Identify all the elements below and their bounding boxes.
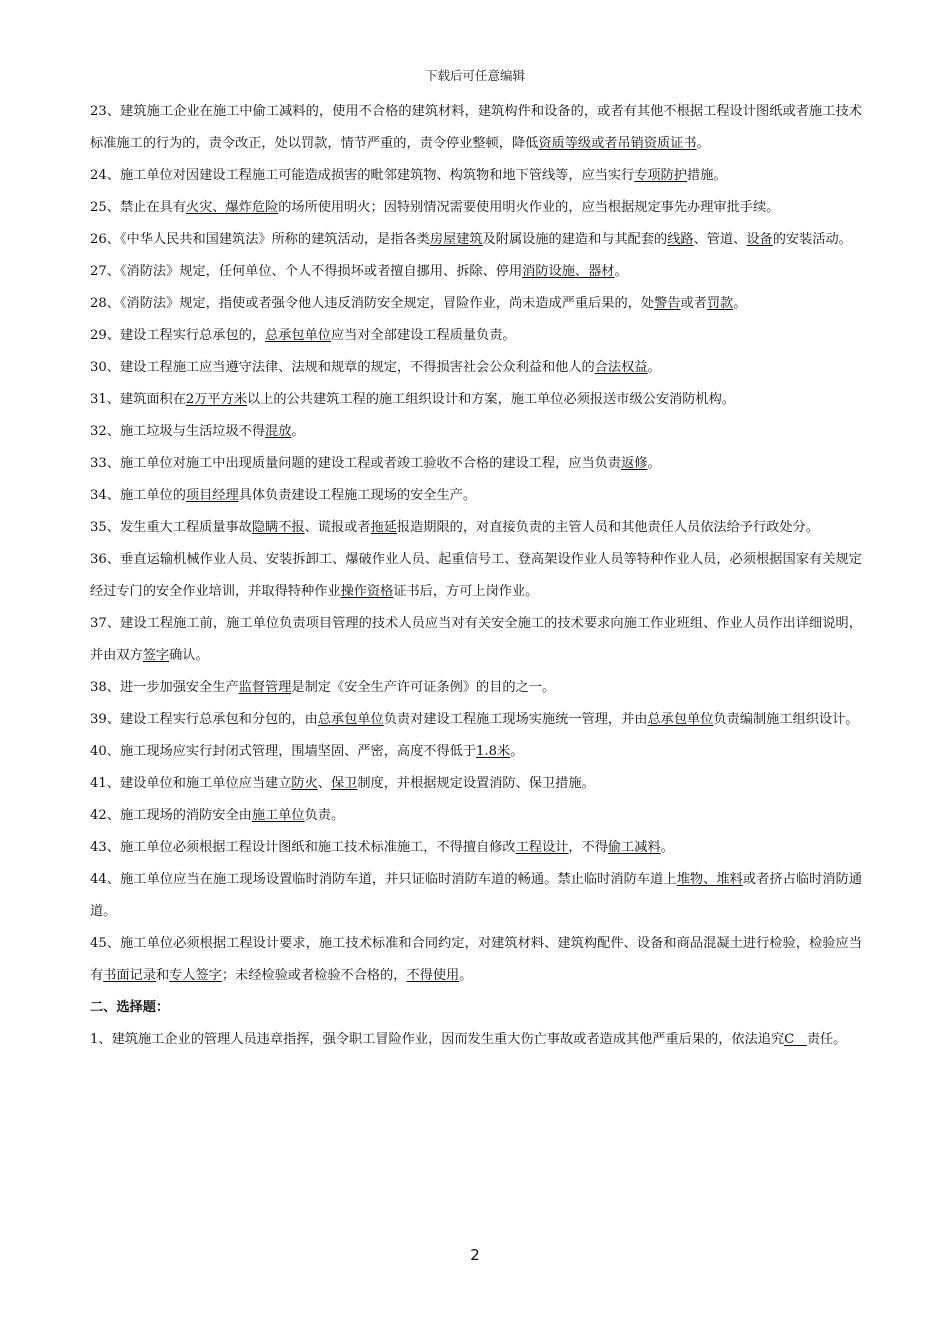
paragraph-text: 或者挤占临时消防通道。 <box>90 872 863 919</box>
paragraph <box>90 192 862 224</box>
answer-text: 警告 <box>654 296 681 311</box>
paragraph-text: 42、施工现场的消防安全由 <box>90 808 252 823</box>
answer-text: 总承包单位 <box>647 712 714 727</box>
paragraph <box>90 512 862 544</box>
paragraph <box>90 672 862 704</box>
answer-text: 总承包单位 <box>317 712 384 727</box>
paragraph-text: 责任。 <box>806 1032 847 1047</box>
answer-text: 合法权益 <box>594 360 648 375</box>
paragraph-text: 26、《中华人民共和国建筑法》所称的建筑活动，是指各类 <box>90 232 430 247</box>
paragraph-text: 23、建筑施工企业在施工中偷工减料的，使用不合格的建筑材料，建筑构件和设备的，或者有其他不根据工程设计图纸或者施工技术标准施工的行为的，责令改正，处以罚款，情节严重的，责令停业整顿，降低 <box>90 104 862 151</box>
paragraph <box>90 320 862 352</box>
paragraph <box>90 256 862 288</box>
paragraph <box>90 224 862 256</box>
paragraph-text: 以上的公共建筑工程的施工组织设计和方案，施工单位必须报送市级公安消防机构。 <box>247 392 735 407</box>
answer-text: 罚款 <box>706 296 734 311</box>
paragraph-text: 报造期限的，对直接负责的主管人员和其他责任人员依法给予行政处分。 <box>396 520 819 535</box>
paragraph-text: 28、《消防法》规定，指使或者强令他人违反消防安全规定，冒险作业，尚未造成严重后果的，处 <box>90 296 655 311</box>
paragraph-text: 44、施工单位应当在施工现场设置临时消防车道，并只证临时消防车道的畅通。禁止临时消防车道上 <box>90 872 677 887</box>
paragraph-text: 的安装活动。 <box>772 232 852 247</box>
answer-text: 保卫 <box>330 776 358 791</box>
paragraph-text: 31、建筑面积在 <box>90 392 186 407</box>
paragraph-text: 。 <box>733 296 747 311</box>
paragraph-text: 负责对建设工程施工现场实施统一管理，并由 <box>383 712 648 727</box>
paragraph-text: 。 <box>647 360 661 375</box>
paragraph-text: 45、施工单位必须根据工程设计要求，施工技术标准和合同约定，对建筑材料、建筑构配件、设备和商品混凝土进行检验，检验应当有 <box>90 936 862 983</box>
paragraph-text: 41、建设单位和施工单位应当建立 <box>90 776 292 791</box>
paragraph-text: 43、施工单位必须根据工程设计图纸和施工技术标准施工，不得擅自修改 <box>90 840 516 855</box>
paragraph-text: 、 <box>317 776 331 791</box>
fill-in-blank-list <box>90 96 862 992</box>
paragraph-text: 36、垂直运输机械作业人员、安装拆卸工、爆破作业人员、起重信号工、登高架设作业人员等特种作业人员，必须根据国家有关规定经过专门的安全作业培训，并取得特种作业 <box>90 552 862 599</box>
paragraph-text: 32、施工垃圾与生活垃圾不得 <box>90 424 266 439</box>
answer-text: 资质等级或者吊销资质证书 <box>538 136 697 151</box>
answer-text: 1.8米 <box>476 744 511 759</box>
answer-text: 设备 <box>746 232 773 247</box>
paragraph-text: 是制定《安全生产许可证条例》的目的之一。 <box>291 680 556 695</box>
paragraph-text: 证书后，方可上岗作业。 <box>393 584 539 599</box>
paragraph <box>90 352 862 384</box>
paragraph <box>90 800 862 832</box>
paragraph <box>90 96 862 160</box>
paragraph-text: ，不得 <box>568 840 608 855</box>
answer-text: 监督管理 <box>238 680 292 695</box>
answer-text: 操作资格 <box>340 584 394 599</box>
answer-text: 隐瞒不报 <box>251 520 305 535</box>
paragraph-text: 。 <box>510 744 524 759</box>
answer-text: 拖延 <box>370 520 397 535</box>
paragraph-text: 负责。 <box>304 808 345 823</box>
answer-text: 2万平方米 <box>185 392 248 407</box>
paragraph-text: 确认。 <box>169 648 209 663</box>
answer-text: 混放 <box>265 424 292 439</box>
paragraph <box>90 832 862 864</box>
question-paragraph <box>90 1024 862 1056</box>
answer-text: 书面记录 <box>103 968 156 983</box>
paragraph-text: ；未经检验或者检验不合格的， <box>221 968 407 983</box>
section-title: 二、选择题： <box>90 1000 170 1015</box>
answer-text: 专人签字 <box>169 968 222 983</box>
document-body <box>90 96 862 1056</box>
paragraph-text: 。 <box>291 424 305 439</box>
paragraph-text: 、管道、 <box>693 232 747 247</box>
paragraph <box>90 480 862 512</box>
answer-text: 火灾、爆炸危险 <box>185 200 279 215</box>
paragraph <box>90 736 862 768</box>
answer-text: 项目经理 <box>185 488 239 503</box>
paragraph-text: 、谎报或者 <box>304 520 371 535</box>
paragraph <box>90 928 862 992</box>
paragraph-text: 35、发生重大工程质量事故 <box>90 520 252 535</box>
paragraph-text: 。 <box>696 136 710 151</box>
page-header: 下载后可任意编辑 <box>424 68 525 83</box>
answer-text: C <box>784 1032 807 1047</box>
answer-text: 签字 <box>142 648 170 663</box>
paragraph-text: 。 <box>660 840 674 855</box>
paragraph-text: 34、施工单位的 <box>90 488 186 503</box>
paragraph-text: 制度，并根据规定设置消防、保卫措施。 <box>357 776 595 791</box>
answer-text: 专项防护 <box>634 168 688 183</box>
paragraph-text: 。 <box>647 456 661 471</box>
paragraph-text: 29、建设工程实行总承包的， <box>90 328 266 343</box>
answer-text: 施工单位 <box>251 808 305 823</box>
page-number: 2 <box>470 1246 480 1264</box>
answer-text: 线路 <box>667 232 694 247</box>
paragraph <box>90 448 862 480</box>
paragraph-text: 40、施工现场应实行封闭式管理，围墙坚固、严密，高度不得低于 <box>90 744 477 759</box>
paragraph-text: 措施。 <box>687 168 727 183</box>
paragraph <box>90 416 862 448</box>
paragraph-text: 24、施工单位对因建设工程施工可能造成损害的毗邻建筑物、构筑物和地下管线等，应当实行 <box>90 168 635 183</box>
answer-text: 总承包单位 <box>265 328 331 343</box>
paragraph-text: 25、禁止在具有 <box>90 200 186 215</box>
paragraph-text: 37、建设工程施工前，施工单位负责项目管理的技术人员应当对有关安全施工的技术要求向施工作业班组、作业人员作出详细说明，并由双方 <box>90 616 862 663</box>
paragraph-text: 。 <box>459 968 473 983</box>
answer-text: 不得使用 <box>406 968 460 983</box>
paragraph-text: 1、建筑施工企业的管理人员违章指挥，强令职工冒险作业，因而发生重大伤亡事故或者造成其他严重后果的，依法追究 <box>90 1032 785 1047</box>
answer-text: 防火 <box>291 776 318 791</box>
paragraph-text: 或者 <box>680 296 707 311</box>
paragraph-text: 负责编制施工组织设计。 <box>713 712 859 727</box>
paragraph-text: 33、施工单位对施工中出现质量问题的建设工程或者竣工验收不合格的建设工程，应当负责 <box>90 456 622 471</box>
answer-text: 房屋建筑 <box>429 232 483 247</box>
paragraph-text: 30、建设工程施工应当遵守法律、法规和规章的规定，不得损害社会公众利益和他人的 <box>90 360 595 375</box>
question-item <box>90 1024 862 1056</box>
paragraph <box>90 544 862 608</box>
answer-text: 消防设施、器材 <box>522 264 615 279</box>
paragraph <box>90 864 862 928</box>
paragraph-text: 及附属设施的建造和与其配套的 <box>482 232 668 247</box>
paragraph <box>90 160 862 192</box>
paragraph <box>90 288 862 320</box>
answer-text: 工程设计 <box>515 840 569 855</box>
paragraph <box>90 384 862 416</box>
paragraph-text: 应当对全部建设工程质量负责。 <box>330 328 516 343</box>
paragraph-text: 27、《消防法》规定，任何单位、个人不得损坏或者擅自挪用、拆除、停用 <box>90 264 523 279</box>
paragraph-text: 。 <box>614 264 628 279</box>
paragraph-text: 的场所使用明火；因特别情况需要使用明火作业的，应当根据规定事先办理审批手续。 <box>278 200 780 215</box>
paragraph <box>90 608 862 672</box>
answer-text: 返修 <box>621 456 648 471</box>
answer-text: 堆物、堆料 <box>676 872 743 887</box>
paragraph-text: 具体负责建设工程施工现场的安全生产。 <box>238 488 477 503</box>
paragraph <box>90 704 862 736</box>
paragraph-text: 39、建设工程实行总承包和分包的，由 <box>90 712 318 727</box>
paragraph-text: 38、进一步加强安全生产 <box>90 680 239 695</box>
answer-text: 偷工减料 <box>607 840 661 855</box>
paragraph <box>90 768 862 800</box>
paragraph-text: 和 <box>155 968 170 983</box>
